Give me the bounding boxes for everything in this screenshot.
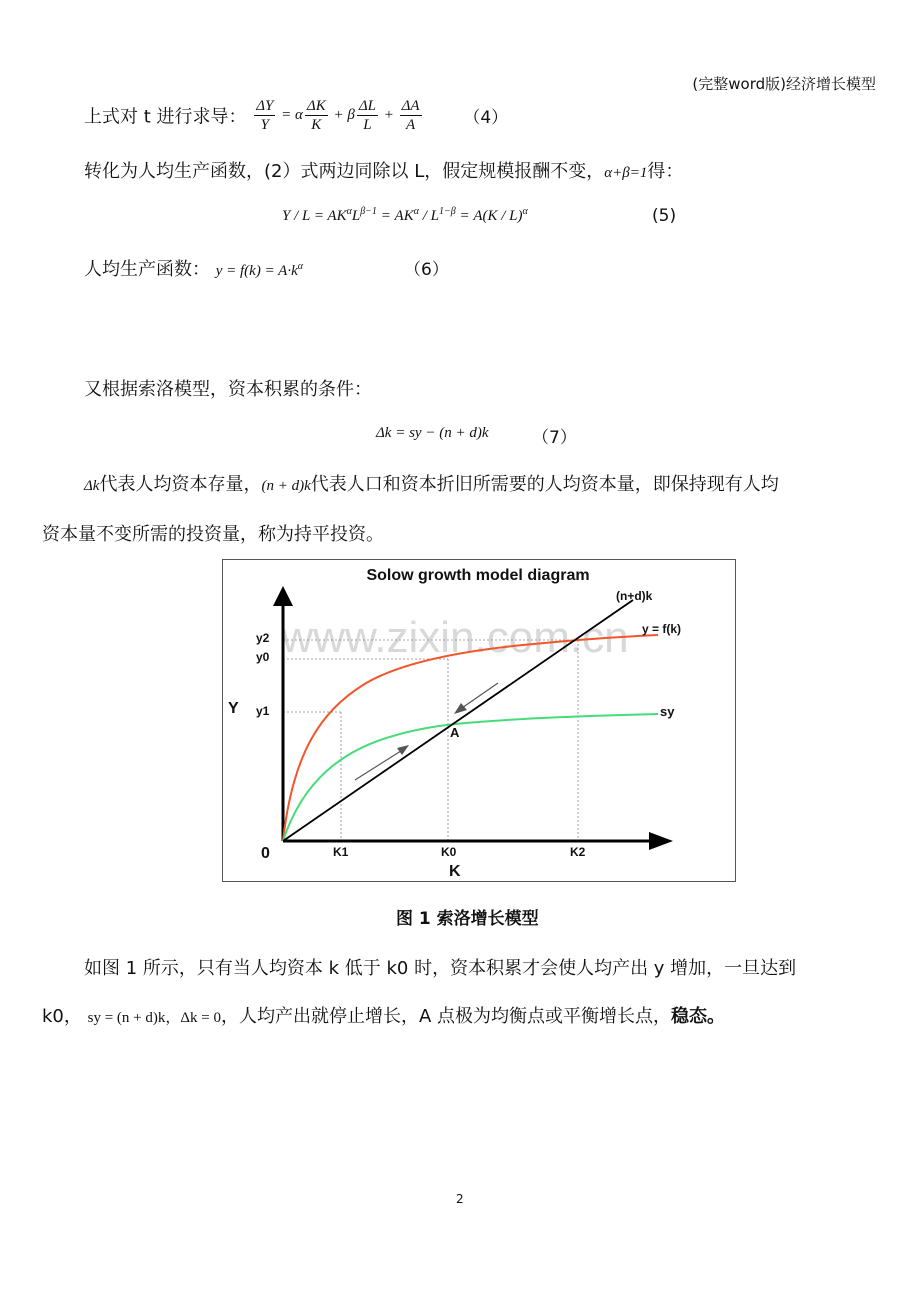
break-even-symbol: (n + d)k [261,478,311,494]
point-a-label: A [450,725,460,740]
watermark: www.zixin.com.cn [281,613,629,662]
solow-condition-line: 又根据索洛模型，资本积累的条件： [84,379,372,400]
frac-num: ΔY [256,98,274,114]
arrow-down-icon [454,703,467,714]
y1-label: y1 [256,704,270,718]
frac-num: ΔL [358,98,376,114]
delta-k-symbol: Δk [84,478,100,494]
frac-den: L [363,117,372,133]
equation-7: Δk = sy − (n + d)k [376,425,489,441]
k0-text: k0， [42,1006,82,1027]
per-capita-intro [84,157,683,183]
explanation-text-a: 代表人均资本存量， [99,474,262,495]
per-capita-text: 转化为人均生产函数，(2）式两边同除以 L，假定规模报酬不变， [84,161,605,182]
savings-curve-sy [283,714,658,841]
conclusion-text: ，人均产出就停止增长，A 点极为均衡点或平衡增长点， [220,1006,672,1027]
solow-diagram [223,560,735,881]
equation-4: $\frac{\Delta Y}{Y}$ = α $\frac{\Delta K}{K}$ + β $\frac{\Delta L}{L}$ + $\frac{\Delta A}{A}$ [256,98,420,133]
x-axis-label: K [449,863,461,880]
y0-label: y0 [256,650,270,664]
frac-num: ΔK [306,98,326,114]
arrow-up-icon [397,745,409,755]
break-even-label: (n+d)k [616,589,653,603]
y-axis-arrow-icon [273,586,293,606]
equation-number-6: （6） [404,260,449,280]
x-axis-arrow-icon [649,832,673,850]
beta-symbol: β [347,106,355,123]
frac-num: ΔA [401,98,420,114]
steady-state-term: 稳态。 [671,1006,726,1027]
figure-title: Solow growth model diagram [366,567,590,584]
equation-6: $y = f(k) = A\cdot k^\alpha$ [215,261,304,279]
k1-label: K1 [333,845,349,859]
explanation-para-line1 [84,470,779,496]
output-curve-fk [283,635,658,841]
fk-label: y = f(k) [642,622,682,636]
figure-caption: 图 1 索洛增长模型 [396,909,539,929]
k2-label: K2 [570,845,586,859]
solow-figure [222,559,736,882]
alpha-symbol: α [295,106,303,123]
page-header: (完整word版)经济增长模型 [692,75,876,93]
derivative-intro: 上式对 t 进行求导： [84,106,247,128]
frac-den: Y [260,117,269,133]
k0-label: K0 [441,845,457,859]
conclusion-line2 [42,1002,725,1028]
frac-den: K [311,117,322,133]
frac-den: A [406,117,416,133]
equation-number-7: （7） [532,428,577,448]
equation-5: $Y / L = AK^\alpha L^{\beta-1} = AK^\alpha / L^{1-\beta} = A(K / L)^\alpha$ [282,206,528,224]
derivative-line [84,97,508,134]
sy-label: sy [660,704,675,719]
page-number: 2 [456,1192,464,1206]
origin-label: 0 [261,845,270,862]
y-axis-label: Y [228,700,239,717]
equation-number-4: （4） [463,108,509,128]
conclusion-line1: 如图 1 所示，只有当人均资本 k 低于 k0 时，资本积累才会使人均产出 y 增加，一旦达到 [84,958,797,979]
production-function-line [84,255,303,281]
steady-state-condition: sy = (n + d)k，Δk = 0 [87,1010,221,1026]
explanation-text-b: 代表人口和资本折旧所需要的人均资本量，即保持现有人均 [310,474,779,495]
per-capita-suffix: 得： [647,161,684,182]
returns-condition: α+β=1 [604,165,648,181]
explanation-para-line2: 资本量不变所需的投资量，称为持平投资。 [42,524,384,545]
y2-label: y2 [256,631,270,645]
production-function-label: 人均生产函数： [84,259,210,280]
equation-number-5: (5) [652,206,677,226]
